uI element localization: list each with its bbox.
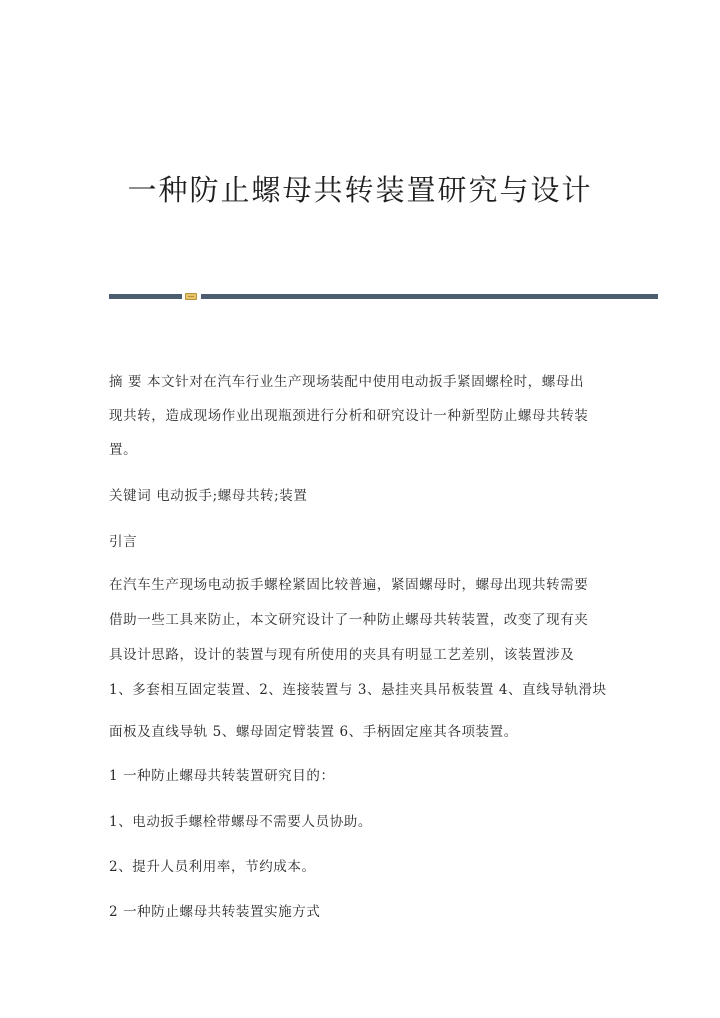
abstract-line: 现共转，造成现场作业出现瓶颈进行分析和研究设计一种新型防止螺母共转装 [109,408,589,424]
abstract-line: 摘 要 本文针对在汽车行业生产现场装配中使用电动扳手紧固螺栓时，螺母出 [109,374,585,390]
intro-line: 具设计思路，设计的装置与现有所使用的夹具有明显工艺差别，该装置涉及 [109,647,575,663]
title-divider [109,293,658,300]
keywords: 关键词 电动扳手;螺母共转;装置 [109,488,308,504]
purpose-item: 1、电动扳手螺栓带螺母不需要人员协助。 [109,814,372,830]
section2-heading: 2 一种防止螺母共转装置实施方式 [109,904,321,920]
divider-bar-right [201,294,658,299]
intro-line: 在汽车生产现场电动扳手螺栓紧固比较普遍，紧固螺母时，螺母出现共转需要 [109,577,589,593]
intro-line: 面板及直线导轨 5、螺母固定臂装置 6、手柄固定座其各项装置。 [109,724,518,740]
purpose-item: 2、提升人员利用率，节约成本。 [109,859,316,875]
intro-line: 1、多套相互固定装置、2、连接装置与 3、悬挂夹具吊板装置 4、直线导轨滑块 [109,682,607,698]
intro-line: 借助一些工具来防止，本文研究设计了一种防止螺母共转装置，改变了现有夹 [109,612,589,628]
section1-heading: 1 一种防止螺母共转装置研究目的： [109,768,335,784]
abstract-line: 置。 [109,442,138,458]
divider-ornament-icon [185,293,197,300]
page-title: 一种防止螺母共转装置研究与设计 [127,173,593,207]
divider-bar-left [109,294,182,299]
intro-heading: 引言 [109,534,138,550]
